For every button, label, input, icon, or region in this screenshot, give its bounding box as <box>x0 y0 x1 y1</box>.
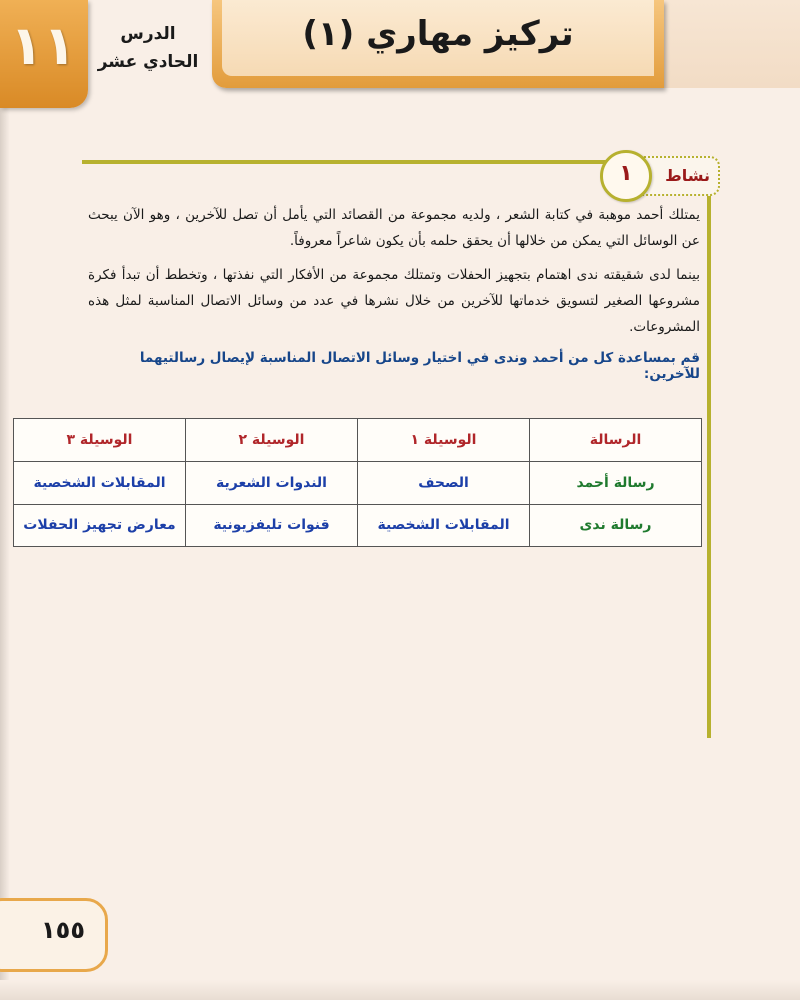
table-cell: قنوات تليفزيونية <box>186 504 358 547</box>
paragraph-nada: بينما لدى شقيقته ندى اهتمام بتجهيز الحفلات وتمتلك مجموعة من الأفكار التي نفذتها ، وتخطط أن تبدأ فكرة مشروعها الصغير لتسويق خدماتها للآخرين من خلال نشرها في عدد من وسائل الاتصال المناسبة لمثل هذه المشروعات. <box>88 267 700 335</box>
table-cell: المقابلات الشخصية <box>14 462 186 505</box>
activity-number: ١ <box>619 161 633 186</box>
title-panel <box>222 0 654 76</box>
paragraph-ahmed: يمتلك أحمد موهبة في كتابة الشعر ، ولديه مجموعة من القصائد التي يأمل أن تصل للآخرين ، وهو الآن يبحث عن الوسائل التي يمكن من خلالها أن يحقق حلمه بأن يكون شاعراً معروفاً. <box>88 207 700 249</box>
page-edge-shadow <box>0 0 10 1000</box>
table-row <box>14 504 702 547</box>
activity-frame-side <box>707 192 711 738</box>
activity-frame-top <box>82 160 627 164</box>
title-tab <box>212 0 664 88</box>
lesson-number-badge <box>0 0 88 108</box>
table-row <box>14 462 702 505</box>
table-cell: معارض تجهيز الحفلات <box>14 504 186 547</box>
row-label-nada: رسالة ندى <box>530 504 702 547</box>
activity-label: نشاط <box>665 166 710 185</box>
header-message: الرسالة <box>530 419 702 462</box>
instruction-text: قم بمساعدة كل من أحمد وندى في اختيار وسائل الاتصال المناسبة لإيصال رسالتيهما للآخرين: <box>139 350 700 382</box>
communication-media-table <box>13 418 702 547</box>
header-medium-3: الوسيلة ٣ <box>14 419 186 462</box>
lesson-number: ١١ <box>10 14 76 77</box>
table-header-row <box>14 419 702 462</box>
page-number: ١٥٥ <box>41 916 85 944</box>
table-cell: المقابلات الشخصية <box>358 504 530 547</box>
row-label-ahmed: رسالة أحمد <box>530 462 702 505</box>
activity-number-circle <box>600 150 652 202</box>
lesson-label-line2: الحادي عشر <box>97 52 199 72</box>
header-strip <box>664 0 800 88</box>
page-bottom-shade <box>0 980 800 1000</box>
table-cell: الندوات الشعرية <box>186 462 358 505</box>
header-medium-1: الوسيلة ١ <box>358 419 530 462</box>
header-medium-2: الوسيلة ٢ <box>186 419 358 462</box>
page-title: تركيز مهاري (١) <box>302 14 574 54</box>
lesson-label <box>92 20 204 76</box>
table-cell: الصحف <box>358 462 530 505</box>
lesson-label-line1: الدرس <box>120 24 176 44</box>
